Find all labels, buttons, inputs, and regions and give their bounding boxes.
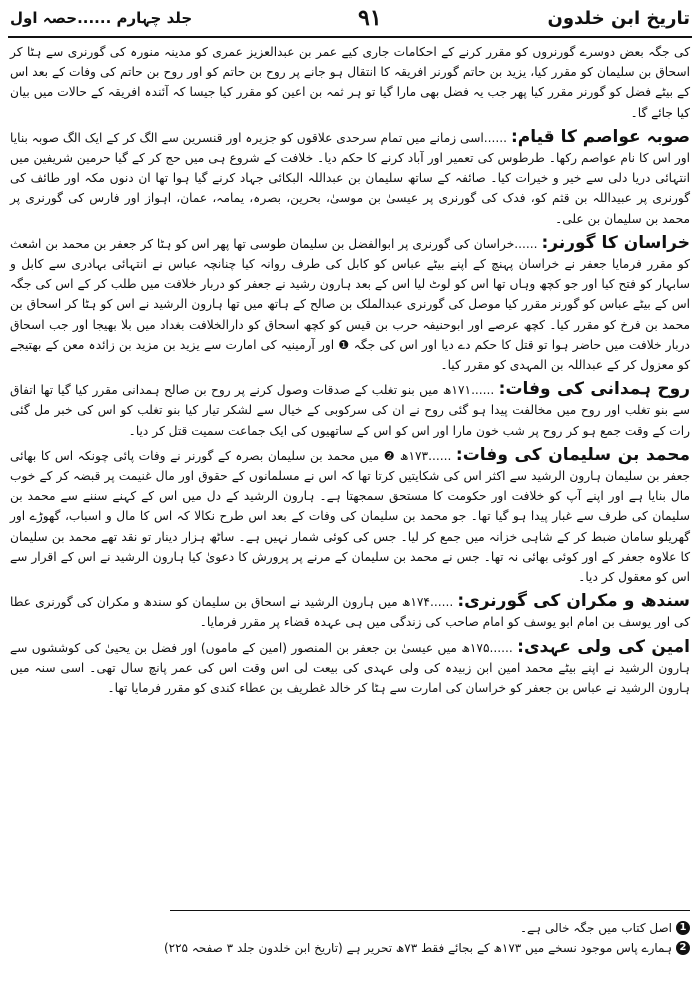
section-awasim (10, 127, 690, 229)
section-khurasan (10, 233, 690, 375)
section-amin-wali-ahdi (10, 637, 690, 699)
volume-label: جلد چہارم ......حصہ اول (10, 9, 193, 27)
book-title: تاریخ ابن خلدون (547, 7, 690, 29)
header-rule (8, 36, 692, 38)
section-text: ......۱۷۴ھ میں ہارون الرشید نے اسحاق بن سلیمان کو سندھ و مکران کی گورنری عطا کی اور یوسف بن امام ابو یوسف کو امام صاحب کی زندگی میں ہی عہدہ قضاء پر مقرر فرمایا۔ (10, 595, 690, 630)
section-sindh-makran (10, 591, 690, 632)
section-text: ......۱۷۱ھ میں بنو تغلب کے صدقات وصول کرنے پر روح بن صالح ہمدانی مقرر کیا گیا تھا اتفاق سے بنو تغلب اور روح میں مخالفت پیدا ہو گئی روح نے ان کی سرکوبی کے خیال سے لشکر تیار کیا بنو تغلب کو اس کی خبر مل گئی رات کے وقت جمع ہو کر روح پر شب خون مارا اور اس کو اس کے ساتھیوں کی ایک جماعت سمیت قتل کر دیا۔ (10, 383, 690, 438)
section-text: ......خراسان کی گورنری پر ابوالفضل بن سلیمان طوسی تھا پھر اس کو ہٹا کر جعفر بن محمد بن اشعث کو مقرر فرمایا جعفر نے خراسان پہنچ کے اپنے بیٹے عباس کو کابل کی طرف روانہ کیا چنانچہ عباس نے انتہائی بہادری سے کابل و سابہار کو فتح کیا اور جو کچھ وہاں تھا اس کو لوٹ لیا اس کے بعد ہارون رشید نے جعفر کو دربار خلافت میں طلب کر کے اس کی جگہ اس کے بیٹے عباس کو گورنر مقرر کیا موصل کی گورنری عبدالملک بن صالح کے ہاتھ میں تھا ہارون الرشید نے اس کو ہٹا کر اسحاق بن محمد بن فرخ کو مقرر کیا۔ کچھ عرصے اور ابوحنیفہ حرب بن قیس کو کچھ اسحاق کو دارالخلافت بغداد میں بلا بھیجا اور جب اسحاق دربار خلافت میں حاضر ہوا تو قتل کا حکم دے دیا اور اس کی جگہ ❶ اور آرمینیہ کی امارت سے یزید بن مزید بن زائدہ معن کے بھتیجے کو معزول کر کے عبداللہ بن المہدی کو مقرر کیا۔ (10, 236, 690, 373)
section-heading: خراسان کا گورنر: (541, 232, 691, 253)
footnote-text: ہمارے پاس موجود نسخے میں ۱۷۳ھ کے بجائے فقط ۷۳ھ تحریر ہے (تاریخ ابن خلدون جلد ۳ صفحہ ۲۲۵) (163, 941, 672, 955)
section-text: ......۱۷۵ھ میں عیسیٰ بن جعفر بن المنصور (امین کے ماموں) اور فضل بن یحییٰ کی کوششوں سے ہارون الرشید نے اپنے بیٹے محمد امین ابن زبیدہ کی ولی عہدی کی بیعت لی اس وقت اس کی عمر پانچ سال تھی۔ اسی سنہ میں ہارون الرشید نے عباس بن جعفر کو خراسان کی امارت سے ہٹا کر خالد غطریف بن عطاء کندی کو مقرر فرمایا تھا۔ (10, 640, 690, 696)
footnote-number: 2 (676, 941, 690, 955)
footnote-number: 1 (676, 921, 690, 935)
footnotes (10, 918, 690, 958)
section-heading: صوبہ عواصم کا قیام: (510, 126, 690, 147)
page-body (10, 42, 690, 698)
section-text: ......اسی زمانے میں تمام سرحدی علاقوں کو جزیرہ اور قنسرین سے الگ کر کے ایک الگ صوبہ بنایا اور اس کا نام عواصم رکھا۔ طرطوس کی تعمیر اور آباد کرنے کا حکم دیا۔ خلافت کے شروع ہی میں حج کر کے گیا حرمین شریفین میں انتہائی دریا دلی سے خیر و خیرات کیا۔ صائفہ کے ساتھ سلیمان بن عبداللہ البکائی جہاد کرنے گیا ہوا تھا ان دنوں مکہ اور طائف کی گورنری پر عبیداللہ بن قثم کو، فدک کی گورنری پر عیسیٰ بن موسیٰ، بحرین، بصرہ، یمامہ، عمان، اہواز اور فارس کی گورنری پر محمد بن سلیمان بن علی۔ (10, 130, 690, 226)
section-text: ......۱۷۳ھ ❷ میں محمد بن سلیمان بصرہ کے گورنر نے وفات پائی چونکہ اس کا بھائی جعفر بن سلیمان ہارون الرشید سے اکثر اس کی شکایتیں کرتا تھا کہ اس نے مسلمانوں کے حقوق اور مال غنیمت پر قبضہ کر کے خوب مال بنایا ہے اور اپنے آپ کو خلافت اور حکومت کا مستحق سمجھتا ہے۔ ہارون الرشید کے دل میں اس کے کہنے سننے سے محمد بن سلیمان کی طرف سے غبار پیدا ہو گیا تھا۔ جو محمد بن سلیمان کی وفات کے بعد اس طرح نکالا کہ اس کا مال و اسباب، گھوڑے اور گھریلو سامان ضبط کر کے شاہی خزانہ میں جمع کر لیا۔ جس کی کوئی شمار نہیں ہے۔ ساٹھ ہزار دینار تو نقد تھے محمد بن سلیمان کا علاوہ جعفر کے اور کوئی بھائی نہ تھا۔ جس نے محمد بن سلیمان کے مرنے پر پرورش کا دعویٰ کیا ہارون الرشید نے اس کے اقرار سے اس کو معقول کر دیا۔ (10, 448, 690, 585)
section-heading: امین کی ولی عہدی: (517, 636, 691, 657)
footnote (10, 918, 690, 938)
page-number: ۹۱ (358, 5, 382, 31)
section-muhammad-bin-sulaiman (10, 445, 690, 587)
section-rauh-hamdani (10, 379, 690, 441)
section-heading: محمد بن سلیمان کی وفات: (455, 444, 690, 465)
section-heading: روح ہمدانی کی وفات: (498, 379, 690, 400)
intro-paragraph: کی جگہ بعض دوسرے گورنروں کو مقرر کرنے کے احکامات جاری کیے عمر بن عبدالعزیز عمری کو مدینہ منورہ کی گورنری سے ہٹا کر اسحاق بن سلیمان کو مقرر کیا، یزید بن حاتم گورنر افریقہ کا انتقال ہو جانے پر روح بن حاتم کو اور روح بن حاتم کی وفات کے بعد اس کے بیٹے فضل کو گورنر مقرر کیا پھر جب یہ فضل بھی مارا گیا تو ہر ثمہ بن اعین کو مقرر کیا جیسا کہ آئندہ افریقہ کے حالات میں بیان کیا جائے گا۔ (10, 45, 690, 120)
section-heading: سندھ و مکران کی گورنری: (457, 591, 690, 612)
page-header (10, 4, 690, 32)
footnote-text: اصل کتاب میں جگہ خالی ہے۔ (519, 921, 672, 935)
footnote-rule (170, 910, 690, 911)
footnote (10, 938, 690, 958)
